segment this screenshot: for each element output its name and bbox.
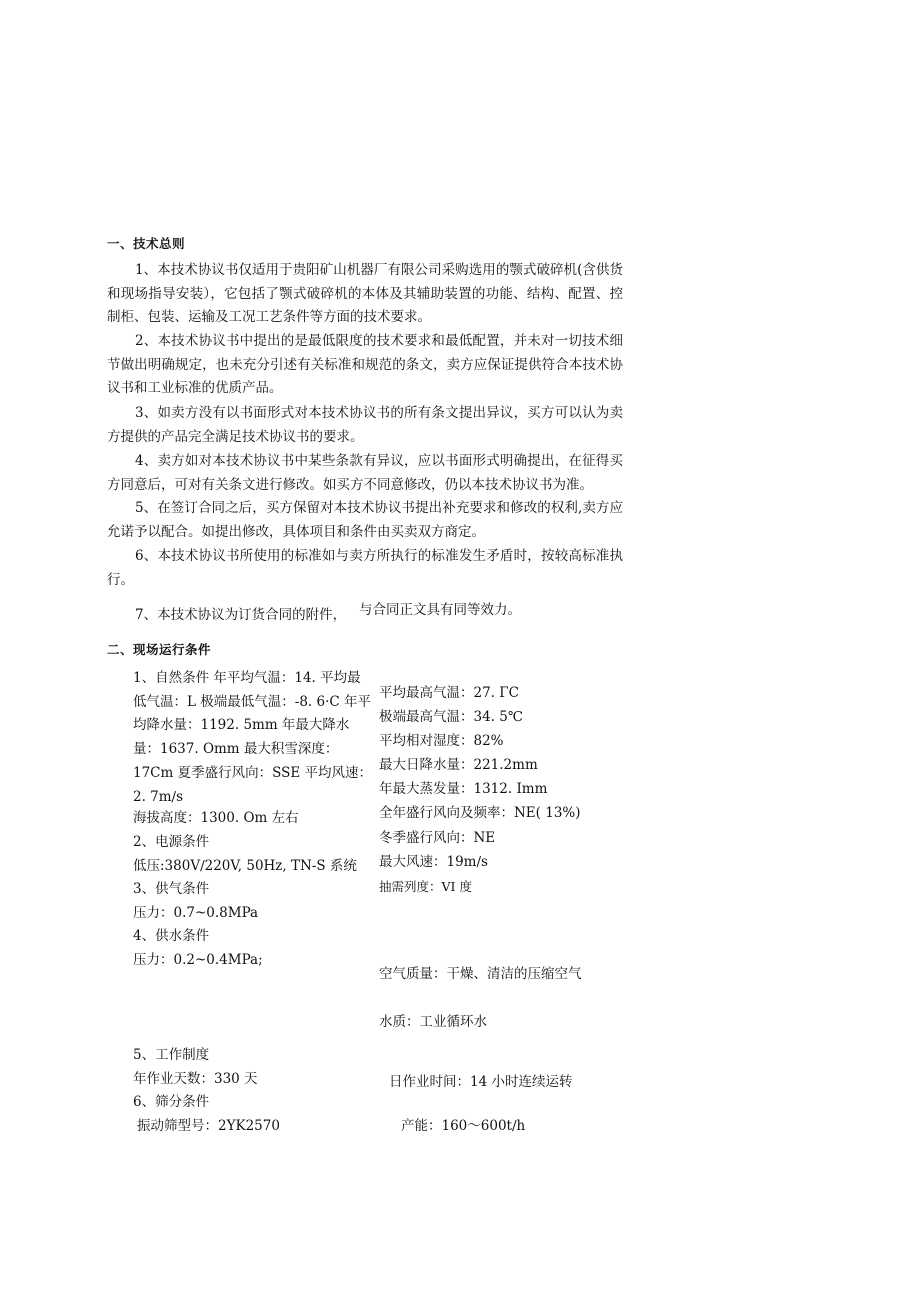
right-line-5: 年最大蒸发量：1312. Imm: [379, 781, 548, 797]
power-value: 低压:380V∕220V, 50Hz, TN-S 系统: [133, 858, 357, 874]
screen-model: 振动筛型号：2YK2570: [137, 1118, 280, 1134]
screen-title: 6、筛分条件: [133, 1094, 210, 1110]
work-title: 5、工作制度: [133, 1047, 210, 1063]
paragraph-5: 5、在签订合同之后，买方保留对本技术协议书提出补充要求和修改的权利,卖方应允诺予以配合。如提出修改，具体项目和条件由买卖双方商定。: [107, 500, 623, 540]
section-heading-site-conditions: 二、现场运行条件: [107, 642, 212, 657]
right-line-7: 冬季盛行风向：NE: [379, 830, 496, 846]
paragraph-2: 2、本技术协议书中提出的是最低限度的技术要求和最低配置，并未对一切技术细节做出明确规定，也未充分引述有关标准和规范的条文，卖方应保证提供符合本技术协议书和工业标准的优质产品。: [107, 333, 623, 397]
work-hours: 日作业时间：14 小时连续运转: [389, 1074, 573, 1090]
paragraph-7-part-b: 与合同正文具有同等效力。: [359, 602, 521, 618]
paragraph-6: 6、本技术协议书所使用的标准如与卖方所执行的标准发生矛盾时，按较高标准执行。: [107, 548, 623, 588]
right-line-6: 全年盛行风向及频率：NE( 13%): [379, 805, 581, 821]
power-title: 2、电源条件: [133, 834, 210, 850]
water-title: 4、供水条件: [133, 928, 210, 944]
altitude-line: 海拔高度：1300. Om 左右: [133, 810, 299, 826]
right-line-9: 抽需列度：VI 度: [379, 879, 472, 894]
water-pressure: 压力：0.2~0.4MPa;: [133, 952, 263, 968]
right-line-8: 最大风速：19m∕s: [379, 854, 488, 870]
right-line-3: 平均相对湿度：82%: [379, 733, 504, 749]
section-heading-technical-principles: 一、技术总则: [107, 236, 186, 251]
right-line-1: 平均最高气温：27. ΓC: [379, 685, 519, 701]
right-line-2: 极端最高气温：34. 5℃: [379, 709, 523, 725]
paragraph-4: 4、卖方如对本技术协议书中某些条款有异议，应以书面形式明确提出，在征得买方同意后，可对有关条文进行修改。如买方不同意修改，仍以本技术协议书为准。: [107, 453, 623, 493]
paragraph-3: 3、如卖方没有以书面形式对本技术协议书的所有条文提出异议，买方可以认为卖方提供的产品完全满足技术协议书的要求。: [107, 405, 623, 445]
natural-conditions-block: 1、自然条件 年平均气温：14. 平均最低气温：L 极端最低气温：-8. 6·C 年平均降水量：1192. 5mm 年最大降水量：1637. Omm 最大积雪深度：17Cm 夏季盛行风向：SSE 平均风速：2. 7m∕s: [133, 670, 373, 805]
air-pressure: 压力：0.7~0.8MPa: [133, 905, 259, 921]
air-quality: 空气质量：干燥、清洁的压缩空气: [379, 966, 582, 982]
water-quality: 水质：工业循环水: [379, 1014, 487, 1030]
paragraph-1: 1、本技术协议书仅适用于贵阳矿山机器厂有限公司采购选用的颚式破碎机(含供货和现场指导安装），它包括了颚式破碎机的本体及其辅助装置的功能、结构、配置、控制柜、包装、运输及工况工艺条件等方面的技术要求。: [107, 262, 623, 326]
right-line-4: 最大日降水量：221.2mm: [379, 757, 538, 773]
paragraph-7-part-a: 7、本技术协议为订货合同的附件，: [135, 607, 347, 623]
work-days: 年作业天数：330 天: [133, 1071, 258, 1087]
capacity: 产能：160～600t∕h: [401, 1118, 526, 1134]
air-title: 3、供气条件: [133, 881, 210, 897]
